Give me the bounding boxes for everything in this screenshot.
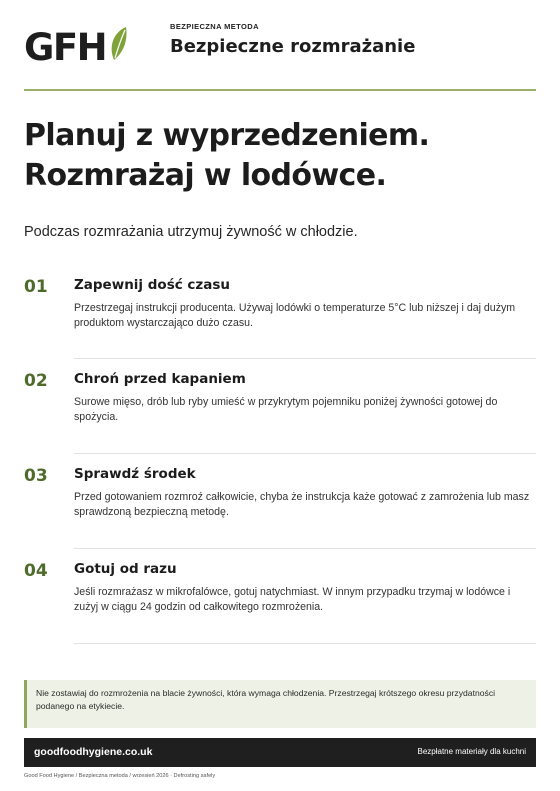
step-number: 02 [24, 371, 48, 391]
warning-note: Nie zostawiaj do rozmrożenia na blacie żywności, która wymaga chłodzenia. Przestrzegaj krótszego okresu przydatności podanego na etykiecie. [24, 680, 536, 728]
page-headline [24, 116, 536, 196]
step-divider [74, 453, 536, 454]
step-text: Jeśli rozmrażasz w mikrofalówce, gotuj natychmiast. W innym przypadku trzymaj w lodówce i zużyj w ciągu 24 godzin od całkowitego rozmrożenia. [74, 586, 511, 613]
step-title: Chroń przed kapaniem [74, 371, 246, 387]
step-text: Przed gotowaniem rozmroź całkowicie, chyba że instrukcja każe gotować z zamrożenia lub masz sprawdzoną bezpieczną metodę. [74, 491, 530, 518]
header-title: Bezpieczne rozmrażanie [170, 36, 416, 57]
step-text: Surowe mięso, drób lub ryby umieść w przykrytym pojemniku poniżej żywności gotowej do spożycia. [74, 396, 498, 423]
footer-website-link[interactable]: goodfoodhygiene.co.uk [34, 746, 153, 758]
step-number: 04 [24, 561, 48, 581]
eyebrow-label: BEZPIECZNA METODA [170, 22, 259, 31]
header [24, 18, 536, 70]
footer-bar [24, 738, 536, 767]
step-divider [74, 548, 536, 549]
headline-line-2: Rozmrażaj w lodówce. [24, 158, 387, 193]
header-rule [24, 89, 536, 91]
step-number: 03 [24, 466, 48, 486]
step-text: Przestrzegaj instrukcji producenta. Używaj lodówki o temperaturze 5°C lub niższej i daj dużym produktom wystarczająco dużo czasu. [74, 302, 516, 329]
step-number: 01 [24, 277, 48, 297]
footer-tagline: Bezpłatne materiały dla kuchni [417, 747, 526, 756]
step-divider [74, 643, 536, 644]
intro-text: Podczas rozmrażania utrzymuj żywność w chłodzie. [24, 224, 358, 240]
step-divider [74, 358, 536, 359]
colophon: Good Food Hygiene / Bezpieczna metoda / wrzesień 2026 · Defrosting safely [24, 773, 216, 779]
logo-text: GFH [24, 26, 107, 69]
step-title: Sprawdź środek [74, 466, 196, 482]
step-title: Gotuj od razu [74, 561, 177, 577]
leaf-icon [110, 26, 128, 62]
step-title: Zapewnij dość czasu [74, 277, 231, 293]
headline-line-1: Planuj z wyprzedzeniem. [24, 118, 430, 153]
